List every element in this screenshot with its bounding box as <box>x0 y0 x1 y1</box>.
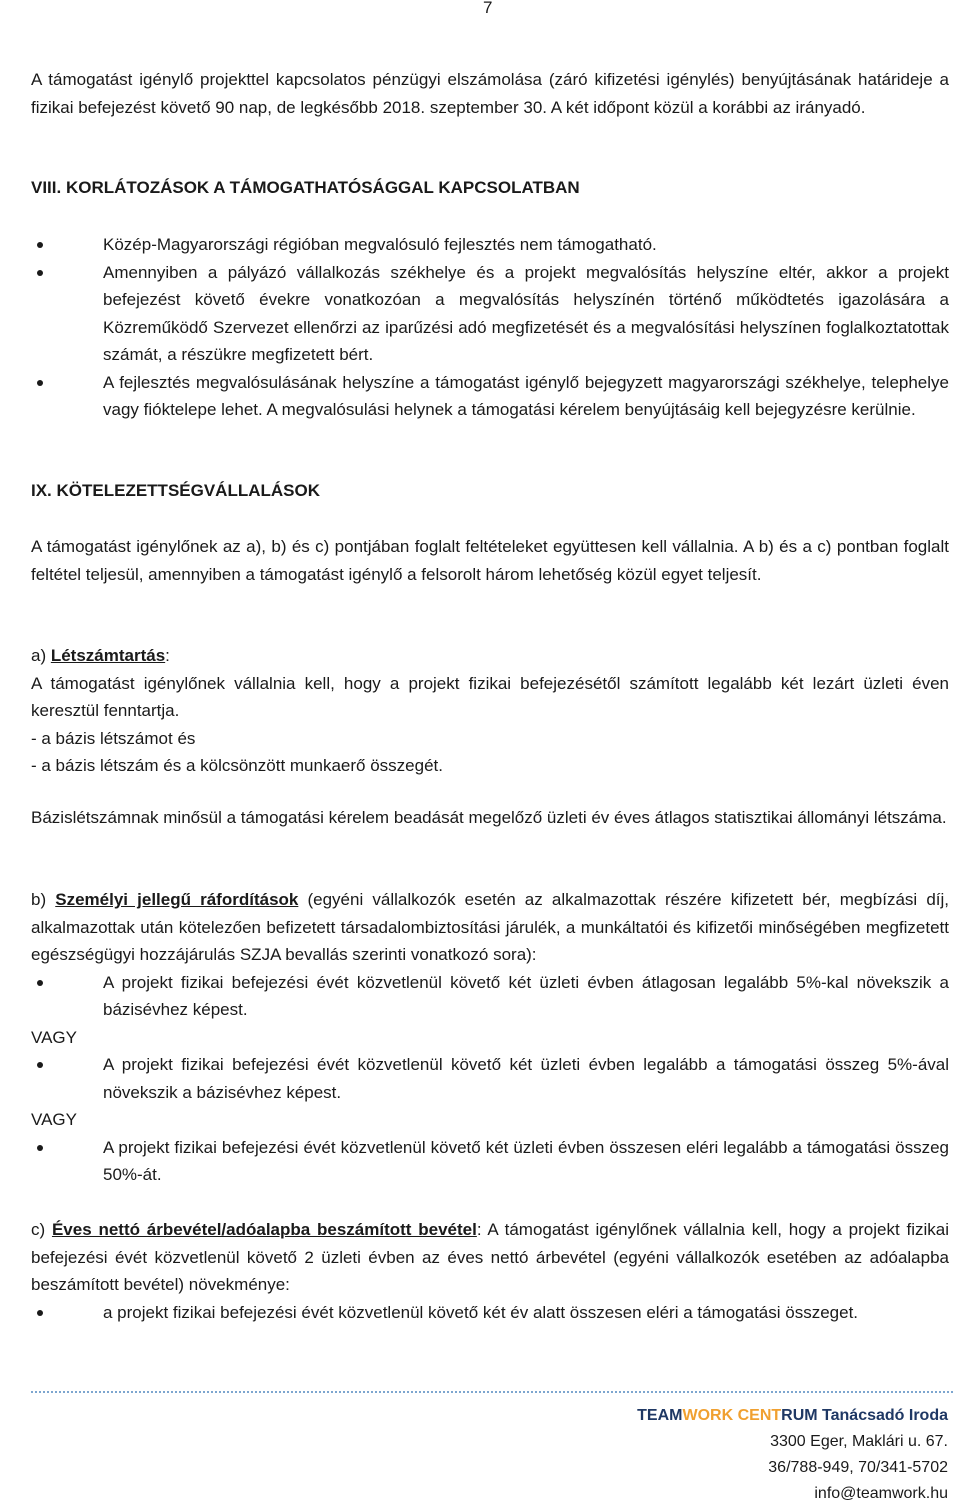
point-a-title: Létszámtartás <box>50 646 166 665</box>
section-ix-intro-block <box>31 533 949 588</box>
brand-cent: CENT <box>737 1407 782 1424</box>
point-c-text: : A támogatást igénylőnek vállalnia kell, hogy a projekt fizikai befejezési évét közvetlenül követő 2 üzleti évben az éves nettó árbevétel (egyéni vállalkozók esetében az adóalapba beszámított bevétel) növekménye: <box>31 1220 949 1294</box>
point-b-text: (egyéni vállalkozók esetén az alkalmazottak részére kifizetett bér, megbízási díj, alkalmazottak után kötelezően befizetett társadalombiztosítási járulék, a munkáltatói és kifizetői minőségében megfizetett egészségügyi hozzájárulás SZJA bevallás szerinti vonatkozó sora): <box>31 890 949 964</box>
footer-email: info@teamwork.hu <box>814 1485 948 1502</box>
point-b-title: Személyi jellegű ráfordítások <box>55 890 299 909</box>
point-a-block <box>31 642 949 780</box>
section-viii-list-container <box>31 231 949 424</box>
section-viii-heading: VIII. KORLÁTOZÁSOK A TÁMOGATHATÓSÁGGAL KAPCSOLATBAN <box>31 178 580 197</box>
footer-phone: 36/788-949, 70/341-5702 <box>768 1459 948 1476</box>
list-item: A projekt fizikai befejezési évét közvetlenül követő két üzleti évben átlagosan legalább 5%-kal növekszik a bázisévhez képest. <box>31 969 949 1024</box>
point-b-option-list-3 <box>31 1134 949 1189</box>
footer-brand <box>637 1403 948 1429</box>
brand-work: WORK <box>682 1407 738 1424</box>
point-b-prefix: b) <box>31 890 56 909</box>
point-c-block <box>31 1216 949 1326</box>
brand-rum: RUM <box>781 1407 818 1424</box>
list-item: a projekt fizikai befejezési évét közvetlenül követő két év alatt összesen eléri a támogatási összeget. <box>31 1299 949 1327</box>
point-b-option-list-2 <box>31 1051 949 1106</box>
point-a-line-1: - a bázis létszámot és <box>31 728 196 748</box>
point-c-prefix: c) <box>31 1220 52 1239</box>
point-a-title-line <box>31 642 949 670</box>
list-item: A projekt fizikai befejezési évét közvetlenül követő két üzleti évben legalább a támogatási összeg 5%-ával növekszik a bázisévhez képest. <box>31 1051 949 1106</box>
point-a-line-2: - a bázis létszám és a kölcsönzött munkaerő összegét. <box>31 756 443 775</box>
section-ix-intro: A támogatást igénylőnek az a), b) és c) pontjában foglalt feltételeket együttesen kell vállalnia. A b) és a c) pontban foglalt feltétel teljesül, amennyiben a támogatást igénylő a felsorolt három lehetőség közül egyet teljesít. <box>31 537 949 584</box>
point-b-block <box>31 886 949 1189</box>
list-item: Közép-Magyarországi régióban megvalósuló fejlesztés nem támogatható. <box>31 231 949 259</box>
footer-divider <box>31 1391 953 1393</box>
section-ix <box>31 477 949 505</box>
intro-paragraph: A támogatást igénylő projekttel kapcsolatos pénzügyi elszámolása (záró kifizetési igénylés) benyújtásának határideje a fizikai befejezést követő 90 nap, de legkésőbb 2018. szeptember 30. A két időpont közül a korábbi az irányadó. <box>31 70 949 117</box>
brand-rest: Tanácsadó Iroda <box>817 1407 948 1424</box>
brand-team: TEAM <box>637 1407 683 1424</box>
footer-address: 3300 Eger, Maklári u. 67. <box>770 1433 948 1450</box>
point-b-option-list-1 <box>31 969 949 1024</box>
list-item: Amennyiben a pályázó vállalkozás székhelye és a projekt megvalósítás helyszíne eltér, akkor a projekt befejezést követő évekre vonatkozóan a megvalósítás helyszínén történő működtetés igazolására a Közreműködő Szervezet ellenőrzi az iparűzési adó megfizetését és a megvalósítási helyszínen foglalkoztatottak számát, a részükre megfizetett bért. <box>31 259 949 369</box>
point-a-note: Bázislétszámnak minősül a támogatási kérelem beadását megelőző üzleti év éves átlagos statisztikai állományi létszáma. <box>31 808 947 827</box>
point-b-paragraph <box>31 886 949 969</box>
point-c-option-list <box>31 1299 949 1327</box>
point-a-note-block <box>31 804 949 832</box>
list-item: A fejlesztés megvalósulásának helyszíne a támogatást igénylő bejegyzett magyarországi székhelye, telephelye vagy fióktelepe lehet. A megvalósulási helynek a támogatási kérelem benyújtásáig kell bejegyzésre kerülnie. <box>31 369 949 424</box>
point-c-title: Éves nettó árbevétel/adóalapba beszámított bevétel <box>51 1220 477 1239</box>
point-c-paragraph <box>31 1216 949 1299</box>
page-number: 7 <box>483 0 493 17</box>
list-item: A projekt fizikai befejezési évét közvetlenül követő két üzleti évben összesen eléri legalább a támogatási összeg 50%-át. <box>31 1134 949 1189</box>
intro-block <box>31 66 949 121</box>
point-a-prefix: a) <box>31 646 51 665</box>
section-viii-bullet-list <box>31 231 949 424</box>
footer <box>637 1403 948 1507</box>
point-a-text: A támogatást igénylőnek vállalnia kell, hogy a projekt fizikai befejezésétől számított legalább két lezárt üzleti éven keresztül fenntartja. <box>31 673 949 720</box>
point-b-or-2: VAGY <box>31 1110 77 1129</box>
point-a-suffix: : <box>165 646 170 665</box>
section-viii <box>31 174 949 202</box>
section-ix-heading: IX. KÖTELEZETTSÉGVÁLLALÁSOK <box>31 481 321 500</box>
point-b-or-1: VAGY <box>31 1027 77 1047</box>
